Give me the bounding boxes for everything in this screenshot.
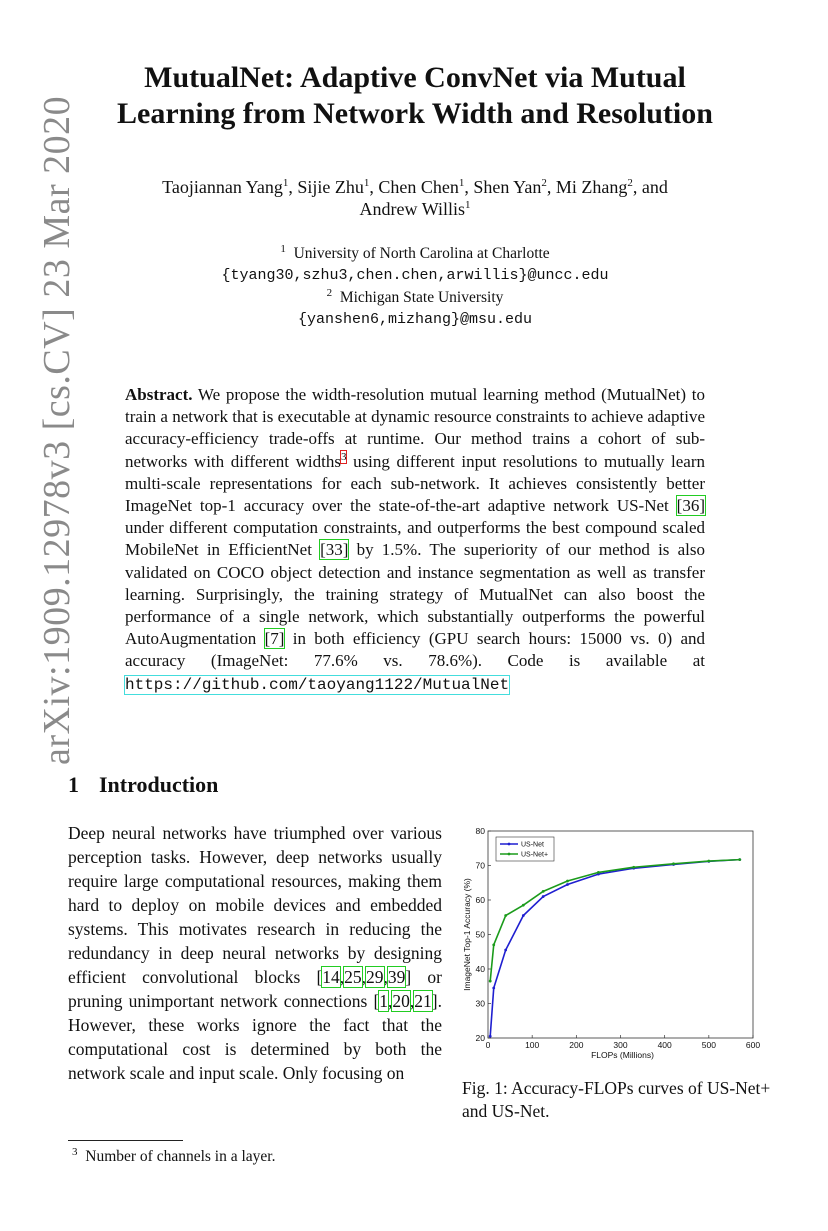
intro-text: Deep neural networks have triumphed over various perception tasks. However, deep networks usually require large computational resources, making them hard to deploy on mobile devices and embedded systems. This motivates research in reducing the redundancy in deep neural networks by designing efficient convolutional blocks xyxy=(68,823,442,987)
author-name: Sijie Zhu xyxy=(297,177,364,197)
data-point xyxy=(542,895,545,898)
data-point xyxy=(672,862,675,865)
data-point xyxy=(542,890,545,893)
affil-mark: 1 xyxy=(458,177,465,189)
x-tick-label: 200 xyxy=(569,1040,584,1050)
abstract-text: under different computation constraints, and outperforms the best compound scaled MobileNet in EfficientNet xyxy=(125,518,705,560)
accuracy-flops-chart xyxy=(458,825,761,1070)
legend-label: US-Net xyxy=(521,841,544,849)
author-name: Andrew Willis xyxy=(359,199,465,219)
abstract-text: We propose the width-resolution mutual learning method (MutualNet) to train a network that is executable at dynamic resource constraints to achieve adaptive accuracy-efficiency trade-offs at runtime. Our method trains a cohort of sub-networks with different widths xyxy=(125,385,705,471)
title-line-1: MutualNet: Adaptive ConvNet via Mutual xyxy=(144,61,686,94)
abstract-text: by 1.5%. The superiority of our method is also validated on COCO object detection and instance segmentation as well as transfer learning. Surprisingly, the training strategy of MutualNet can also boost the performance of a single network, which substantially outperforms the powerful AutoAugmentation xyxy=(125,540,705,649)
email-2: {yanshen6,mizhang}@msu.edu xyxy=(297,311,533,328)
citation-link[interactable]: 21 xyxy=(414,991,432,1011)
footnote-link[interactable]: 3 xyxy=(340,450,347,463)
and-word: and xyxy=(641,177,668,197)
data-point xyxy=(566,883,569,886)
citation-link[interactable]: 20 xyxy=(392,991,410,1011)
affil-mark: 2 xyxy=(326,286,333,299)
affil-mark: 1 xyxy=(464,199,471,211)
data-point xyxy=(492,987,495,990)
affil-mark: 1 xyxy=(280,242,286,255)
affil-mark: 1 xyxy=(363,177,370,189)
citation-link[interactable]: 14 xyxy=(322,967,340,987)
footnote-rule xyxy=(68,1140,183,1141)
institution-2: Michigan State University xyxy=(339,289,504,306)
affil-mark: 1 xyxy=(282,177,289,189)
y-tick-label: 50 xyxy=(475,929,485,940)
data-point xyxy=(492,943,495,946)
x-tick-label: 0 xyxy=(485,1040,491,1050)
x-tick-label: 300 xyxy=(613,1040,628,1050)
citation-link[interactable]: [7] xyxy=(264,629,285,649)
y-tick-label: 70 xyxy=(475,860,485,871)
legend-marker xyxy=(508,853,511,856)
citation-link[interactable]: 25 xyxy=(344,967,362,987)
section-number: 1 xyxy=(68,772,79,797)
data-point xyxy=(504,949,507,952)
data-point xyxy=(566,880,569,883)
abstract-text: using different input resolutions to mutually learn multi-scale representations for each sub-network. It achieves consistently better ImageNet top-1 accuracy over the state-of-the-art adaptive network US-Net xyxy=(125,451,705,516)
legend-marker xyxy=(508,843,511,846)
affiliations xyxy=(150,243,680,331)
email-1: {tyang30,szhu3,chen.chen,arwillis}@uncc.edu xyxy=(221,267,609,284)
abstract-label: Abstract. xyxy=(125,385,193,404)
x-tick-label: 400 xyxy=(657,1040,672,1050)
data-point xyxy=(597,871,600,874)
footnote xyxy=(72,1145,276,1166)
data-point xyxy=(489,980,492,983)
abstract-text: in both efficiency (GPU search hours: 15000 vs. 0) and accuracy (ImageNet: 77.6% vs. 78.6%). Code is available at xyxy=(125,629,705,671)
intro-text: . However, these works ignore the fact that the computational cost is determined by both the network scale and input scale. Only focusing on xyxy=(68,991,442,1083)
data-point xyxy=(489,1035,492,1038)
series-line-us-net- xyxy=(490,860,740,981)
data-point xyxy=(522,914,525,917)
figure-caption: Fig. 1: Accuracy-FLOPs curves of US-Net+ and US-Net. xyxy=(462,1078,771,1121)
citation-link[interactable]: [36] xyxy=(676,496,705,516)
citation-link[interactable]: [33] xyxy=(320,540,349,560)
data-point xyxy=(632,866,635,869)
author-name: Chen Chen xyxy=(378,177,459,197)
y-tick-label: 20 xyxy=(475,1033,485,1043)
chart-svg xyxy=(458,825,761,1070)
abstract xyxy=(125,384,705,696)
data-point xyxy=(707,860,710,863)
arxiv-stamp: arXiv:1909.12978v3 [cs.CV] 23 Mar 2020 xyxy=(36,95,78,765)
x-tick-label: 100 xyxy=(525,1040,540,1050)
intro-paragraph: Deep neural networks have triumphed over various perception tasks. However, deep networks usually require large computational resources, making them hard to deploy on mobile devices and embedded systems. This motivates research in reducing the redundancy in deep neural networks by designing efficient convolutional blocks [14,25,29,39] or pruning unimportant network connections [1,20,21]. However, these works ignore the fact that the computational cost is determined by both the network scale and input scale. Only focusing on xyxy=(68,823,442,1083)
data-point xyxy=(504,914,507,917)
data-point xyxy=(738,858,741,861)
data-point xyxy=(522,904,525,907)
section-title: Introduction xyxy=(99,772,219,797)
author-name: Mi Zhang xyxy=(555,177,628,197)
y-tick-label: 40 xyxy=(475,964,485,974)
x-tick-label: 600 xyxy=(745,1040,761,1050)
citation-link[interactable]: 39 xyxy=(387,967,406,987)
x-tick-label: 500 xyxy=(701,1040,716,1050)
title-line-2: Learning from Network Width and Resolution xyxy=(117,97,713,130)
affil-mark: 2 xyxy=(627,177,633,189)
paper-title xyxy=(70,60,760,132)
citation-link[interactable]: 29 xyxy=(366,967,384,987)
footnote-mark: 3 xyxy=(72,1145,78,1158)
affil-mark: 2 xyxy=(541,177,547,189)
x-axis-label: FLOPs (Millions) xyxy=(591,1050,654,1060)
legend-label: US-Net+ xyxy=(521,851,549,859)
author-name: Taojiannan Yang xyxy=(162,177,283,197)
plot-frame xyxy=(488,831,753,1038)
citation-link[interactable]: 1 xyxy=(379,991,389,1011)
series-line-us-net xyxy=(490,860,740,1037)
section-heading xyxy=(68,772,218,798)
y-tick-label: 60 xyxy=(475,895,485,905)
author-list: Taojiannan Yang$^1$, Sijie Zhu$^1$, Chen Chen$^1$, Shen Yan$^2$, Mi Zhang$^2$, and Andrew Willis$^1$ xyxy=(162,177,668,219)
code-link[interactable]: https://github.com/taoyang1122/MutualNet xyxy=(125,675,510,694)
y-tick-label: 30 xyxy=(475,998,485,1009)
footnote-text: Number of channels in a layer. xyxy=(85,1148,276,1165)
author-name: Shen Yan xyxy=(473,177,542,197)
y-tick-label: 80 xyxy=(475,826,485,836)
y-axis-label: ImageNet Top-1 Accuracy (%) xyxy=(462,878,472,991)
intro-text: or pruning unimportant network connections xyxy=(68,967,442,1011)
institution-1: University of North Carolina at Charlotte xyxy=(293,245,550,262)
